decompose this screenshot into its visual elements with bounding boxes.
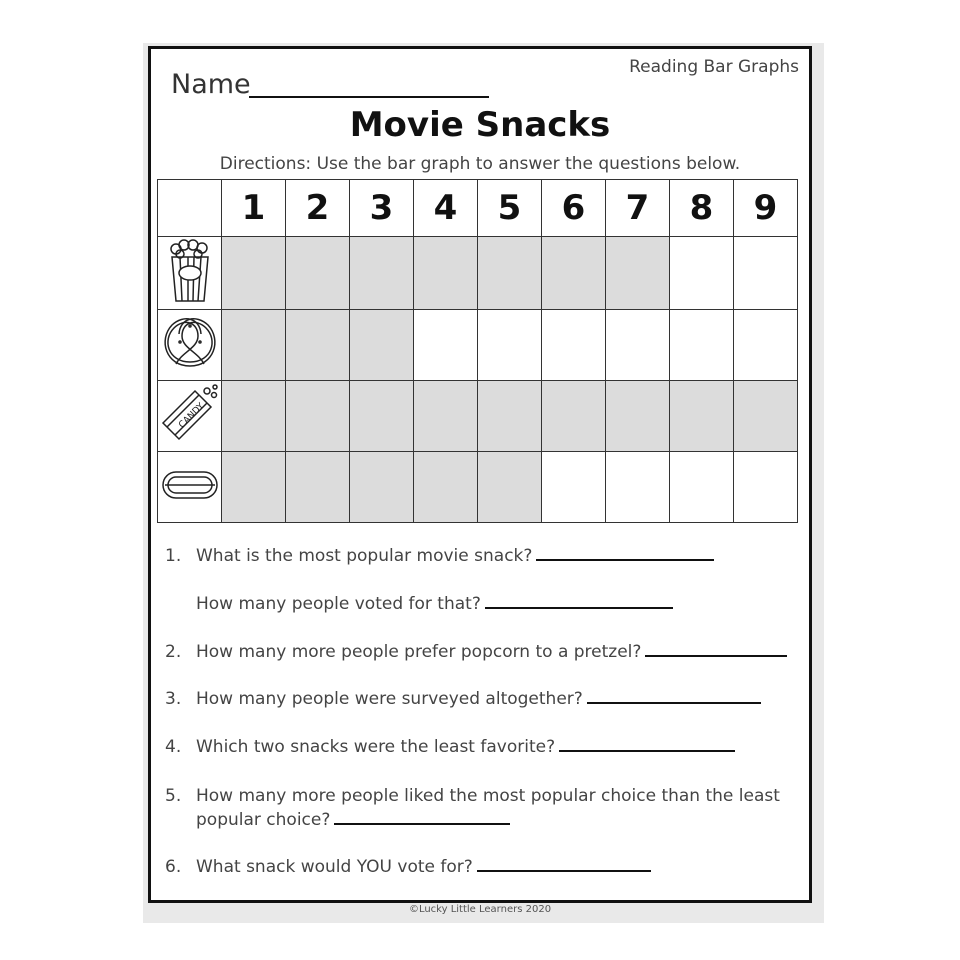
bar-cell [350, 381, 414, 452]
svg-text:CANDY: CANDY [176, 401, 206, 431]
popcorn-icon [162, 237, 218, 305]
bar-cell [734, 381, 798, 452]
bar-cell [350, 452, 414, 523]
bar-cell [670, 237, 734, 310]
graph-header-row [158, 180, 798, 237]
bar-cell [734, 452, 798, 523]
bar-cell [670, 452, 734, 523]
pretzel-cell [158, 310, 222, 381]
bar-graph [157, 179, 798, 523]
worksheet [148, 46, 812, 903]
hotdog-icon [159, 460, 221, 510]
bar-cell [478, 452, 542, 523]
bar-cell [542, 237, 606, 310]
copyright-footer: ©Lucky Little Learners 2020 [408, 904, 552, 915]
bar-cell [222, 452, 286, 523]
tick-label: 9 [734, 180, 798, 237]
bar-cell [286, 381, 350, 452]
bar-cell [542, 381, 606, 452]
question-text: How many more people liked the most popular choice than the least [196, 786, 780, 806]
directions: Directions: Use the bar graph to answer the questions below. [219, 154, 741, 174]
question-text: What snack would YOU vote for? [196, 857, 473, 877]
question-number: 6. [165, 857, 182, 877]
pretzel-icon [160, 312, 220, 374]
tick-label: 7 [606, 180, 670, 237]
bar-cell [286, 452, 350, 523]
candy-icon [159, 383, 221, 445]
hotdog-cell [158, 452, 222, 523]
bar-cell [478, 381, 542, 452]
answer-blank[interactable] [536, 559, 714, 561]
bar-cell [606, 310, 670, 381]
page-title: Movie Snacks [349, 105, 611, 145]
name-line[interactable] [249, 96, 489, 98]
tick-label: 8 [670, 180, 734, 237]
tick-label: 6 [542, 180, 606, 237]
question-text: How many more people prefer popcorn to a pretzel? [196, 642, 642, 662]
answer-blank[interactable] [477, 870, 651, 872]
question-text: How many people voted for that? [196, 594, 481, 614]
bar-row-candy [158, 381, 798, 452]
bar-cell [414, 452, 478, 523]
answer-blank[interactable] [485, 607, 673, 609]
question-number: 4. [165, 737, 182, 757]
bar-cell [222, 310, 286, 381]
bar-cell [222, 237, 286, 310]
name-label: Name [171, 69, 251, 100]
question-text-cont: popular choice? [196, 810, 331, 830]
answer-blank[interactable] [587, 702, 761, 704]
question-text: What is the most popular movie snack? [196, 546, 533, 566]
bar-cell [606, 452, 670, 523]
tick-label: 3 [350, 180, 414, 237]
bar-cell [478, 310, 542, 381]
answer-blank[interactable] [334, 823, 510, 825]
bar-cell [606, 237, 670, 310]
bar-cell [286, 310, 350, 381]
bar-cell [670, 381, 734, 452]
bar-cell [542, 452, 606, 523]
bar-cell [734, 310, 798, 381]
bar-cell [414, 310, 478, 381]
candy-cell [158, 381, 222, 452]
tick-label: 1 [222, 180, 286, 237]
bar-row-pretzel [158, 310, 798, 381]
tick-label: 5 [478, 180, 542, 237]
answer-blank[interactable] [645, 655, 787, 657]
question-number: 3. [165, 689, 182, 709]
bar-cell [542, 310, 606, 381]
bar-cell [478, 237, 542, 310]
tick-label: 2 [286, 180, 350, 237]
bar-cell [734, 237, 798, 310]
question-text: Which two snacks were the least favorite? [196, 737, 556, 757]
bar-cell [286, 237, 350, 310]
bar-row-popcorn [158, 237, 798, 310]
question-number: 5. [165, 786, 182, 806]
bar-row-hotdog [158, 452, 798, 523]
question-number: 1. [165, 546, 182, 566]
bar-cell [670, 310, 734, 381]
question-text: How many people were surveyed altogether? [196, 689, 583, 709]
graph-corner [158, 180, 222, 237]
bar-cell [606, 381, 670, 452]
answer-blank[interactable] [559, 750, 735, 752]
bar-cell [414, 381, 478, 452]
bar-cell [222, 381, 286, 452]
bar-cell [350, 310, 414, 381]
subject-label: Reading Bar Graphs [629, 57, 799, 77]
bar-cell [350, 237, 414, 310]
question-number: 2. [165, 642, 182, 662]
bar-cell [414, 237, 478, 310]
popcorn-cell [158, 237, 222, 310]
tick-label: 4 [414, 180, 478, 237]
